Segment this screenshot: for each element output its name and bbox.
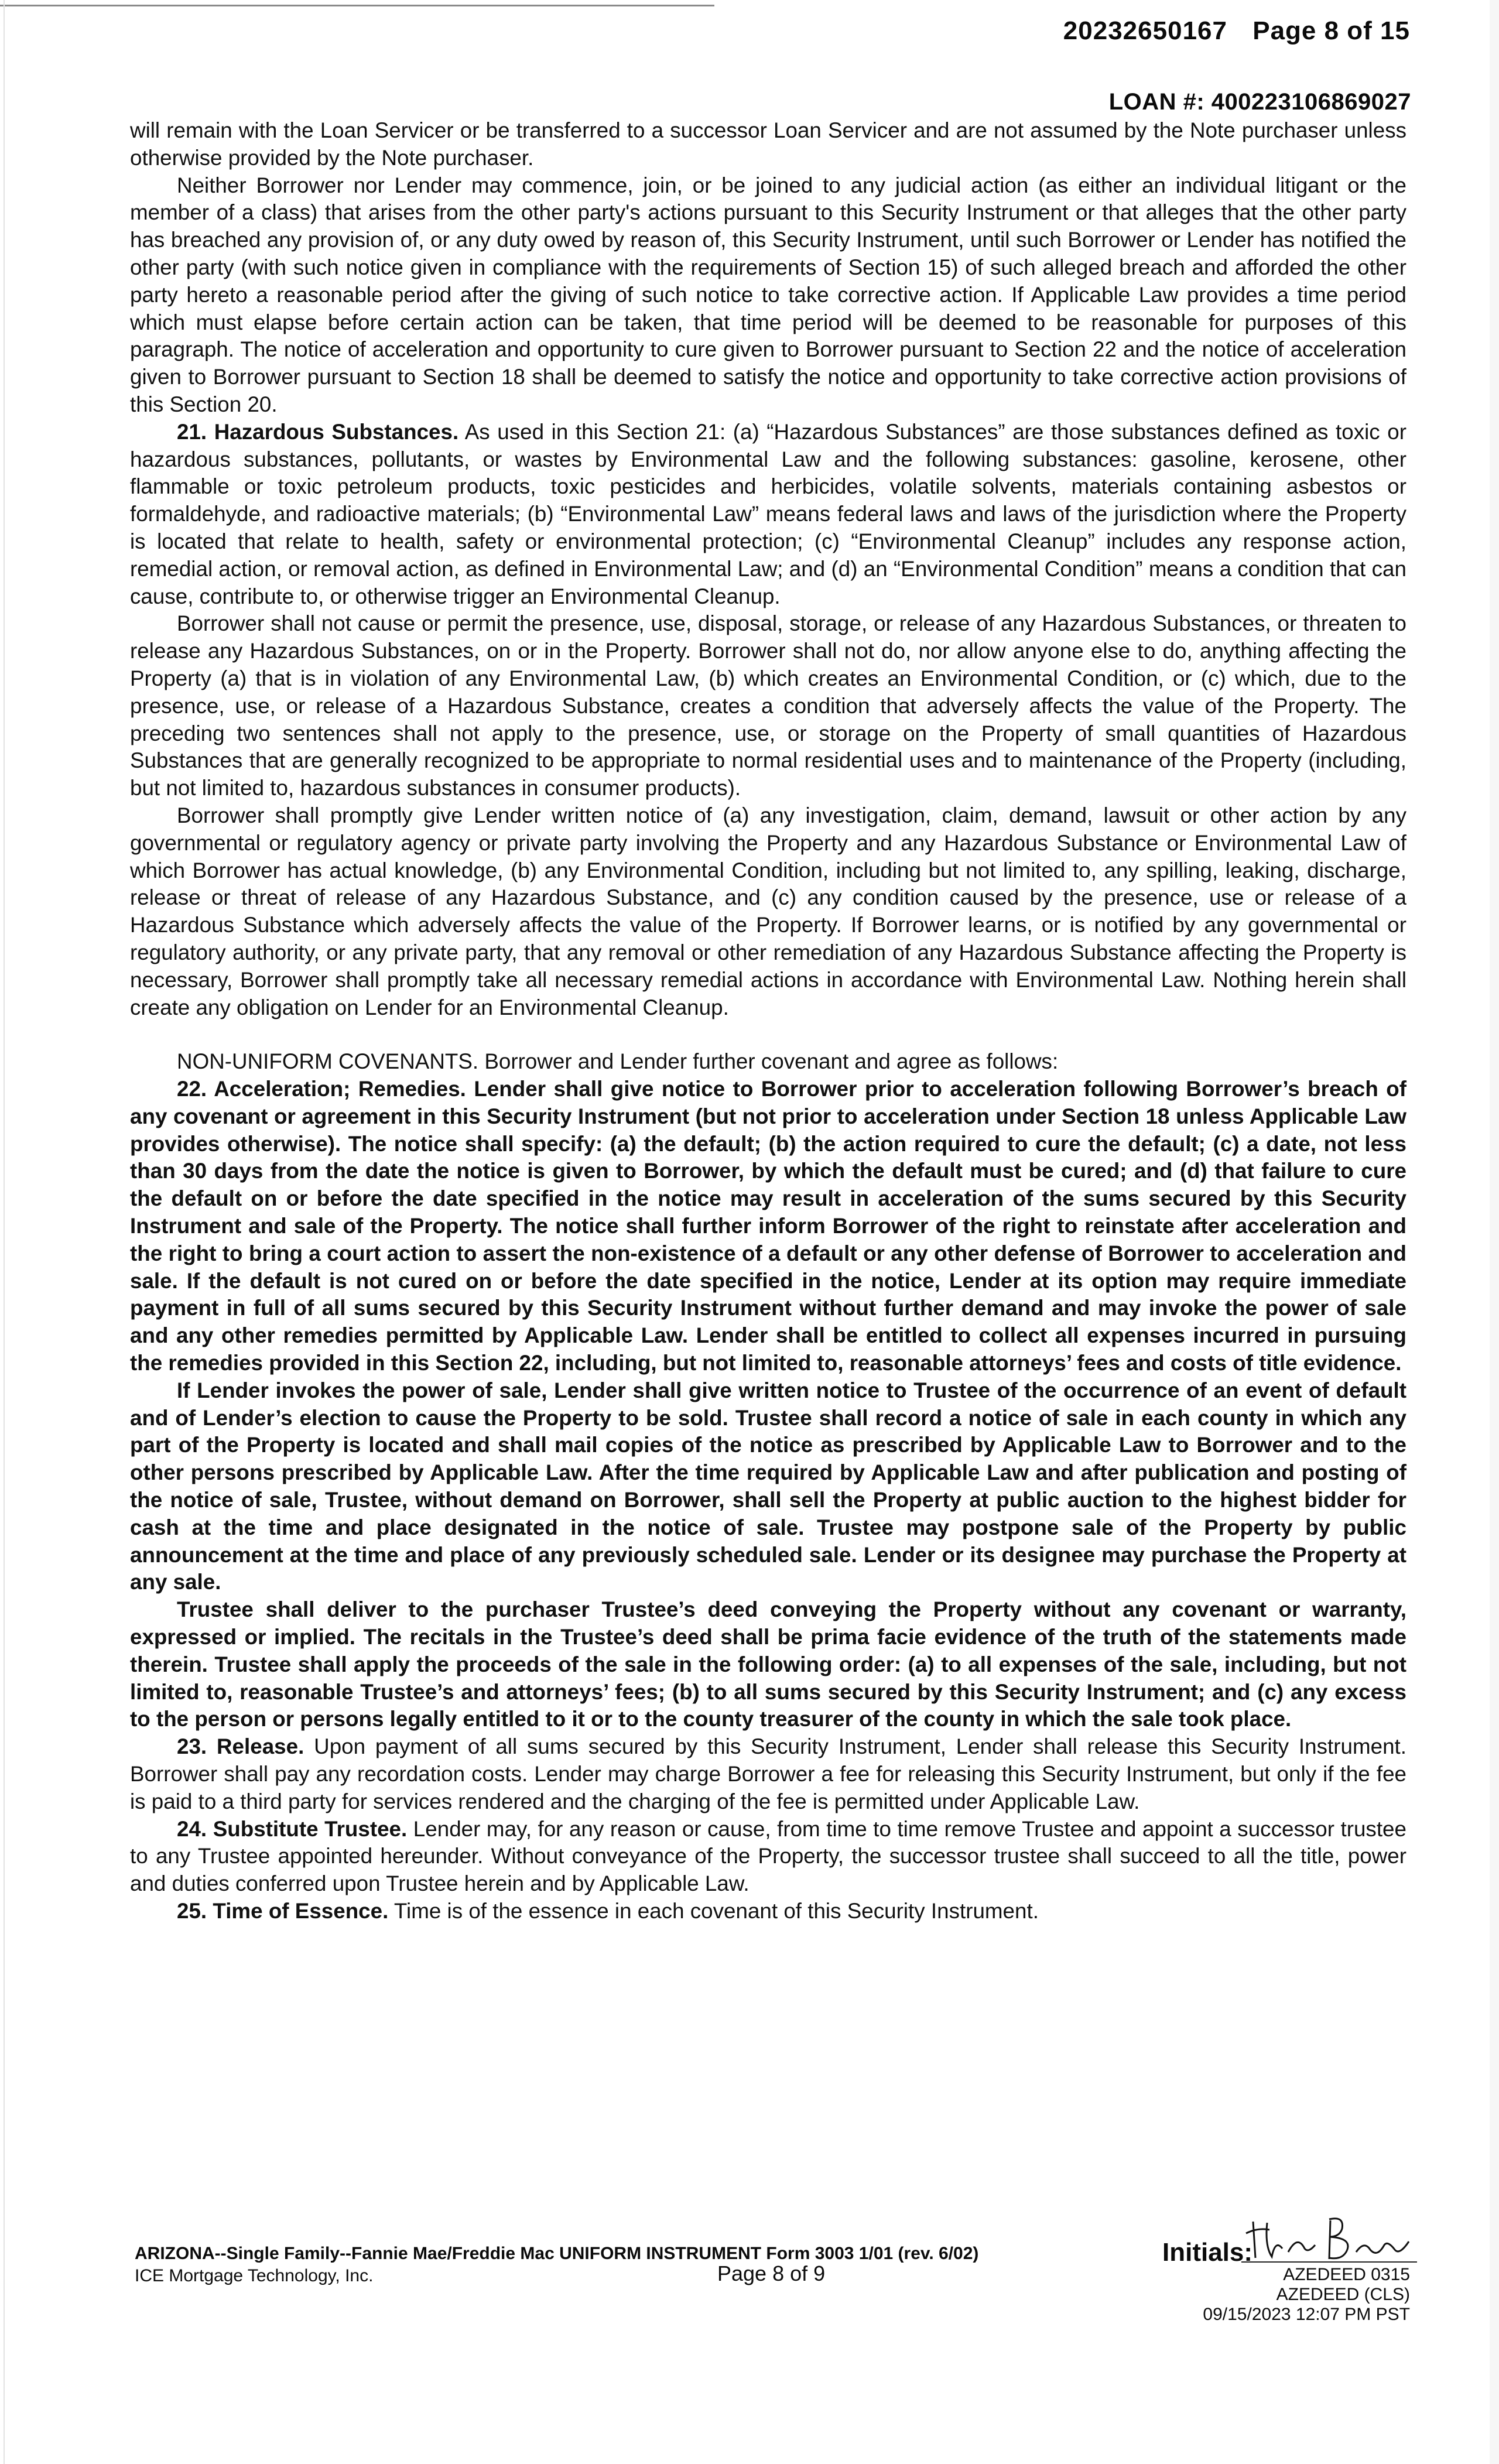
print-timestamp: 09/15/2023 12:07 PM PST	[1203, 2305, 1410, 2324]
paragraph	[130, 1733, 1406, 1815]
paragraph-text: NON-UNIFORM COVENANTS. Borrower and Lender further covenant and agree as follows:	[177, 1049, 1059, 1074]
initials-line	[1241, 2261, 1417, 2263]
document-number: 20232650167	[1063, 16, 1227, 45]
paragraph	[130, 1076, 1406, 1377]
section-heading: 23. Release.	[177, 1734, 304, 1759]
document-codes	[1203, 2265, 1410, 2325]
loan-number: LOAN #: 400223106869027	[1108, 89, 1411, 115]
paragraph-text: Upon payment of all sums secured by this Security Instrument, Lender shall release this Security Instrument. Borrower shall pay any recordation costs. Lender may charge Borrower a fee for releasing this Security Instrument, but only if the fee is paid to a third party for services rendered and the charging of the fee is permitted under Applicable Law.	[130, 1734, 1406, 1813]
paragraph-text: As used in this Section 21: (a) “Hazardous Substances” are those substances defined as toxic or hazardous substances, pollutants, or wastes by Environmental Law and the following substances: gasoline, kerosene, other flammable or toxic petroleum products, toxic pesticides and herbicides, volatile solvents, materials containing asbestos or formaldehyde, and radioactive materials; (b) “Environmental Law” means federal laws and laws of the jurisdiction where the Property is located that relate to health, safety or environmental protection; (c) “Environmental Cleanup” includes any response action, remedial action, or removal action, as defined in Environmental Law; and (d) an “Environmental Condition” means a condition that can cause, contribute to, or otherwise trigger an Environmental Cleanup.	[130, 419, 1406, 608]
paragraph	[130, 610, 1406, 802]
right-scan-edge	[1490, 0, 1499, 2464]
document-body	[130, 117, 1406, 1925]
paragraph	[130, 1816, 1406, 1898]
paragraph	[130, 172, 1406, 419]
section-heading: 21. Hazardous Substances.	[177, 419, 459, 444]
section-heading: 22. Acceleration; Remedies.	[177, 1077, 466, 1101]
paragraph	[130, 1048, 1406, 1076]
paragraph	[130, 1377, 1406, 1596]
paragraph-text: Neither Borrower nor Lender may commence, join, or be joined to any judicial action (as either an individual litigant or the member of a class) that arises from the other party's actions pursuant to this Security Instrument or that alleges that the other party has breached any provision of, or any duty owed by reason of, this Security Instrument, until such Borrower or Lender has notified the other party (with such notice given in compliance with the requirements of Section 15) of such alleged breach and afforded the other party hereto a reasonable period after the giving of such notice to take corrective action. If Applicable Law provides a time period which must elapse before certain action can be taken, that time period will be deemed to be reasonable for purposes of this paragraph. The notice of acceleration and opportunity to cure given to Borrower pursuant to Section 22 and the notice of acceleration given to Borrower pursuant to Section 18 shall be deemed to satisfy the notice and opportunity to take corrective action provisions of this Section 20.	[130, 173, 1406, 416]
paragraph-text: Time is of the essence in each covenant of this Security Instrument.	[388, 1899, 1039, 1923]
paragraph	[130, 117, 1406, 172]
paragraph	[130, 419, 1406, 611]
recording-stamp	[1063, 16, 1410, 46]
form-identification: ARIZONA--Single Family--Fannie Mae/Freddie Mac UNIFORM INSTRUMENT Form 3003 1/01 (rev. 6/02)	[135, 2244, 979, 2263]
paragraph-text: Lender may, for any reason or cause, from time to time remove Trustee and appoint a successor trustee to any Trustee appointed hereunder. Without conveyance of the Property, the successor trustee shall succeed to all the title, power and duties conferred upon Trustee herein and by Applicable Law.	[130, 1816, 1406, 1896]
handwritten-initials	[1241, 2211, 1417, 2270]
company-name: ICE Mortgage Technology, Inc.	[135, 2266, 374, 2285]
paragraph-text: Borrower shall promptly give Lender written notice of (a) any investigation, claim, demand, lawsuit or other action by any governmental or regulatory agency or private party involving the Property and any Hazardous Substance or Environmental Law of which Borrower has actual knowledge, (b) any Environmental Condition, including but not limited to, any spilling, leaking, discharge, release or threat of release of any Hazardous Substance, and (c) any condition caused by the presence, use or release of a Hazardous Substance which adversely affects the value of the Property. If Borrower learns, or is notified by any governmental or regulatory authority, or any private party, that any removal or other remediation of any Hazardous Substance affecting the Property is necessary, Borrower shall promptly take all necessary remedial actions in accordance with Environmental Law. Nothing herein shall create any obligation on Lender for an Environmental Cleanup.	[130, 803, 1406, 1019]
form-footer	[135, 2243, 978, 2287]
paragraph	[130, 802, 1406, 1021]
paragraph-text: Borrower shall not cause or permit the presence, use, disposal, storage, or release of any Hazardous Substances, or threaten to release any Hazardous Substances, on or in the Property. Borrower shall not do, nor allow anyone else to do, anything affecting the Property (a) that is in violation of any Environmental Law, (b) which creates an Environmental Condition, or (c) which, due to the presence, use, or release of a Hazardous Substance, creates a condition that adversely affects the value of the Property. The preceding two sentences shall not apply to the presence, use, or storage on the Property of small quantities of Hazardous Substances that are generally recognized to be appropriate to normal residential uses and to maintenance of the Property (including, but not limited to, hazardous substances in consumer products).	[130, 611, 1406, 800]
paragraph-text: will remain with the Loan Servicer or be transferred to a successor Loan Servicer and are not assumed by the Note purchaser unless otherwise provided by the Note purchaser.	[130, 118, 1406, 170]
paragraph	[130, 1898, 1406, 1925]
paragraph-text: Trustee shall deliver to the purchaser Trustee’s deed conveying the Property without any covenant or warranty, expressed or implied. The recitals in the Trustee’s deed shall be prima facie evidence of the truth of the statements made therein. Trustee shall apply the proceeds of the sale in the following order: (a) to all expenses of the sale, including, but not limited to, reasonable Trustee’s and attorneys’ fees; (b) to all sums secured by this Security Instrument; and (c) any excess to the person or persons legally entitled to it or to the county treasurer of the county in which the sale took place.	[130, 1597, 1406, 1731]
form-code-cls: AZEDEED (CLS)	[1276, 2285, 1410, 2304]
form-code: AZEDEED 0315	[1283, 2265, 1410, 2284]
left-scan-edge	[4, 0, 5, 2464]
section-heading: 25. Time of Essence.	[177, 1899, 389, 1923]
initials-label: Initials:	[1162, 2238, 1253, 2267]
recording-page-count: Page 8 of 15	[1252, 16, 1410, 45]
form-page-number: Page 8 of 9	[717, 2261, 826, 2285]
section-heading: 24. Substitute Trustee.	[177, 1816, 408, 1841]
paragraph-text: Lender shall give notice to Borrower prior to acceleration following Borrower’s breach of any covenant or agreement in this Security Instrument (but not prior to acceleration under Section 18 unless Applicable Law provides otherwise). The notice shall specify: (a) the default; (b) the action required to cure the default; (c) a date, not less than 30 days from the date the notice is given to Borrower, by which the default must be cured; and (d) that failure to cure the default on or before the date specified in the notice may result in acceleration of the sums secured by this Security Instrument and sale of the Property. The notice shall further inform Borrower of the right to reinstate after acceleration and the right to bring a court action to assert the non-existence of a default or any other defense of Borrower to acceleration and sale. If the default is not cured on or before the date specified in the notice, Lender at its option may require immediate payment in full of all sums secured by this Security Instrument without further demand and may invoke the power of sale and any other remedies permitted by Applicable Law. Lender shall be entitled to collect all expenses incurred in pursuing the remedies provided in this Section 22, including, but not limited to, reasonable attorneys’ fees and costs of title evidence.	[130, 1077, 1406, 1375]
paragraph	[130, 1596, 1406, 1733]
paragraph-text: If Lender invokes the power of sale, Lender shall give written notice to Trustee of the occurrence of an event of default and of Lender’s election to cause the Property to be sold. Trustee shall record a notice of sale in each county in which any part of the Property is located and shall mail copies of the notice as prescribed by Applicable Law to Borrower and to the other persons prescribed by Applicable Law. After the time required by Applicable Law and after publication and posting of the notice of sale, Trustee, without demand on Borrower, shall sell the Property at public auction to the highest bidder for cash at the time and place designated in the notice of sale. Trustee may postpone sale of the Property by public announcement at the time and place of any previously scheduled sale. Lender or its designee may purchase the Property at any sale.	[130, 1378, 1406, 1594]
top-scan-line	[0, 5, 714, 6]
